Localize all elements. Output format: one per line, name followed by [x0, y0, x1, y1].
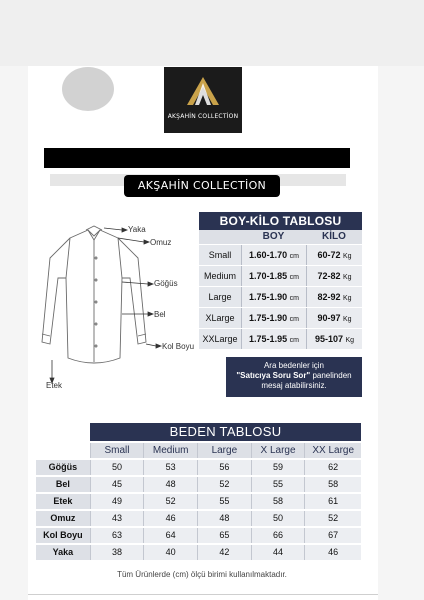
row-label: Göğüs: [36, 460, 90, 475]
header-small: Small: [90, 443, 144, 458]
label-omuz: Omuz: [150, 238, 172, 247]
info-note: [226, 357, 362, 397]
row-value: 62: [304, 460, 361, 475]
beden-title: BEDEN TABLOSU: [90, 423, 361, 441]
row-value: 46: [143, 511, 197, 526]
shirt-diagram-icon: [30, 218, 200, 396]
boy-kilo-row: [199, 245, 362, 265]
row-value: 50: [90, 460, 144, 475]
boy-unit: cm: [289, 295, 299, 302]
row-boy: [241, 245, 306, 265]
row-boy: [241, 329, 306, 349]
row-value: 53: [143, 460, 197, 475]
row-value: 44: [251, 545, 305, 560]
row-value: 46: [304, 545, 361, 560]
kilo-value: 82-92: [317, 292, 341, 302]
row-value: 64: [143, 528, 197, 543]
note-line2-rest: panelinden: [310, 371, 352, 380]
beden-row: [36, 494, 361, 509]
row-value: 52: [197, 477, 251, 492]
brand-name-badge: AKŞAHİN COLLECTİON: [124, 175, 280, 197]
logo-text: AKŞAHİN COLLECTİON: [167, 113, 239, 120]
row-boy: [241, 266, 306, 286]
header-kilo: KİLO: [322, 231, 346, 242]
boy-value: 1.60-1.70: [249, 250, 288, 260]
label-yaka: Yaka: [128, 225, 146, 234]
row-size: Large: [199, 287, 241, 307]
row-kilo: [306, 245, 362, 265]
row-kilo: [306, 329, 362, 349]
wings-logo-icon: [181, 75, 225, 109]
row-boy: [241, 287, 306, 307]
boy-value: 1.75-1.90: [249, 313, 288, 323]
label-etek: Etek: [46, 381, 63, 390]
row-value: 45: [90, 477, 144, 492]
label-kol-boyu: Kol Boyu: [162, 342, 195, 351]
beden-row: [36, 511, 361, 526]
kilo-unit: Kg: [342, 274, 352, 281]
row-value: 55: [197, 494, 251, 509]
footnote: Tüm Ürünlerde (cm) ölçü birimi kullanılmaktadır.: [117, 570, 287, 579]
label-gogus: Göğüs: [154, 279, 178, 288]
boy-unit: cm: [289, 253, 299, 260]
row-size: XLarge: [199, 308, 241, 328]
header-blank: [199, 230, 241, 244]
boy-value: 1.75-1.95: [249, 334, 288, 344]
note-line1: Ara bedenler için: [263, 361, 325, 370]
header-xxlarge: XX Large: [304, 443, 361, 458]
boy-unit: cm: [289, 337, 299, 344]
note-link-text: "Satıcıya Soru Sor": [236, 371, 311, 380]
kilo-unit: Kg: [342, 253, 352, 260]
row-value: 48: [143, 477, 197, 492]
row-value: 48: [197, 511, 251, 526]
kilo-value: 60-72: [317, 250, 341, 260]
row-value: 38: [90, 545, 144, 560]
kilo-unit: Kg: [342, 295, 352, 302]
row-value: 43: [90, 511, 144, 526]
boy-kilo-title: BOY-KİLO TABLOSU: [199, 212, 362, 230]
brand-logo: [164, 67, 242, 133]
header-boy: BOY: [262, 231, 285, 242]
boy-value: 1.70-1.85: [249, 271, 288, 281]
row-label: Kol Boyu: [36, 528, 90, 543]
beden-row: [36, 528, 361, 543]
header-medium: Medium: [143, 443, 197, 458]
row-value: 63: [90, 528, 144, 543]
boy-value: 1.75-1.90: [249, 292, 288, 302]
kilo-unit: Kg: [345, 337, 355, 344]
boy-kilo-row: [199, 308, 362, 328]
row-value: 65: [197, 528, 251, 543]
row-value: 42: [197, 545, 251, 560]
row-kilo: [306, 287, 362, 307]
top-band: [0, 0, 424, 66]
note-line2: [226, 371, 362, 381]
row-kilo: [306, 266, 362, 286]
label-bel: Bel: [154, 310, 166, 319]
beden-table: [36, 423, 361, 560]
beden-row: [36, 477, 361, 492]
beden-header-row: [36, 443, 361, 458]
kilo-value: 90-97: [317, 313, 341, 323]
row-value: 58: [304, 477, 361, 492]
row-value: 40: [143, 545, 197, 560]
row-value: 50: [251, 511, 305, 526]
boy-unit: cm: [289, 274, 299, 281]
header-large: Large: [197, 443, 251, 458]
note-line3: mesaj atabilirsiniz.: [261, 381, 327, 390]
row-value: 58: [251, 494, 305, 509]
row-boy: [241, 308, 306, 328]
beden-row: [36, 460, 361, 475]
row-label: Yaka: [36, 545, 90, 560]
row-value: 52: [304, 511, 361, 526]
redacted-bar: [44, 148, 350, 168]
row-size: Small: [199, 245, 241, 265]
row-value: 67: [304, 528, 361, 543]
row-value: 56: [197, 460, 251, 475]
row-label: Bel: [36, 477, 90, 492]
divider: [28, 594, 378, 595]
row-label: Etek: [36, 494, 90, 509]
header-xlarge: X Large: [251, 443, 305, 458]
boy-kilo-row: [199, 266, 362, 286]
row-label: Omuz: [36, 511, 90, 526]
row-value: 49: [90, 494, 144, 509]
beden-row: [36, 545, 361, 560]
close-icon[interactable]: ✕: [31, 78, 51, 103]
row-value: 61: [304, 494, 361, 509]
row-value: 52: [143, 494, 197, 509]
boy-kilo-row: [199, 287, 362, 307]
boy-kilo-header: [199, 230, 362, 244]
boy-kilo-table: [199, 212, 362, 349]
kilo-unit: Kg: [342, 316, 352, 323]
kilo-value: 95-107: [314, 334, 343, 344]
row-value: 59: [251, 460, 305, 475]
row-value: 55: [251, 477, 305, 492]
row-size: XXLarge: [199, 329, 241, 349]
boy-unit: cm: [289, 316, 299, 323]
row-value: 66: [251, 528, 305, 543]
boy-kilo-row: [199, 329, 362, 349]
kilo-value: 72-82: [317, 271, 341, 281]
row-size: Medium: [199, 266, 241, 286]
header-blank: [36, 443, 90, 458]
row-kilo: [306, 308, 362, 328]
avatar: [62, 67, 114, 111]
